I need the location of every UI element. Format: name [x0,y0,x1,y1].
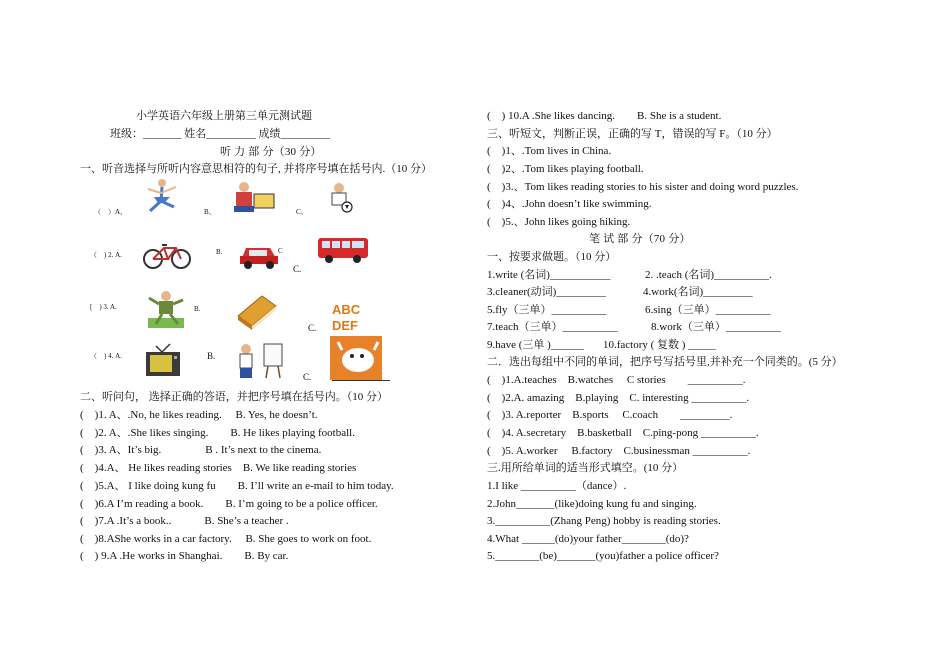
w3-item: 1.I like __________（dance）. [487,480,627,492]
w1-item: 9.have (三单 )______ [487,339,584,351]
w1-item: 8.work（三单）__________ [651,321,781,333]
q1-c-label: C、 [296,208,308,216]
w1-item: 2. .teach (名词)__________. [645,269,772,281]
listening-heading: 听 力 部 分（30 分） [220,146,322,158]
q3-label: [ ) 3. A. [90,303,117,311]
w1-item: 3.cleaner(动词)_________ [487,286,606,298]
writing-heading: 笔 试 部 分（70 分） [589,233,691,245]
q4-c-label: C. [303,372,312,382]
part3-item: ( )1、.Tom lives in China. [487,145,612,157]
dancer-picture [142,177,184,217]
bus-picture [317,236,369,264]
book-picture [234,292,280,330]
w2-item: ( )1.A.teaches B.watches C stories __________. [487,374,746,386]
w1-item: 4.work(名词)_________ [643,286,753,298]
student-info: 班级：_______ 姓名_________ 成绩_________ [110,128,330,140]
part1-heading: 一、听音选择与所听内容意思相符的句子, 并将序号填在括号内.（10 分） [80,163,432,175]
q3-b-label: B. [194,305,201,313]
w1-item: 5.fly（三单）__________ [487,304,607,316]
part2-heading: 二、听问句， 选择正确的答语，并把序号填在括号内。（10 分） [80,391,388,403]
part2-item: ( )6.A I’m reading a book. B. I’m going to be a police officer. [80,498,378,510]
w1-item: 1.write (名词)___________ [487,269,611,281]
w3-item: 3.__________(Zhang Peng) hobby is reading stories. [487,515,721,527]
q1-label: （ ）A、 [94,208,128,216]
part3-heading: 三、听短文，判断正误，正确的写 T，错误的写 F。（10 分） [487,128,778,140]
part2-item-10: ( ) 10.A .She likes dancing. B. She is a student. [487,110,722,122]
boy-football-picture [323,181,355,213]
q4-b-label: B. [207,351,216,361]
kung-fu-picture [146,288,186,330]
w1-item: 6.sing（三单）__________ [645,304,771,316]
car-picture [238,238,280,270]
w3-heading: 三.用所给单词的适当形式填空。(10 分） [487,462,684,474]
part3-item: ( )3.、Tom likes reading stories to his sister and doing word puzzles. [487,181,799,193]
w2-item: ( )2.A. amazing B.playing C. interesting __________. [487,392,750,404]
q3-c-label: C. [308,323,317,333]
part2-item: ( )1. A、.No, he likes reading. B. Yes, he doesn’t. [80,409,318,421]
part2-item: ( )3. A、It’s big. B . It’s next to the cinema. [80,444,322,456]
w2-heading: 二．选出每组中不同的单词，把序号写括号里,并补充一个同类的。(5 分） [487,356,843,368]
part3-item: ( )5.、John likes going hiking. [487,216,631,228]
abc-letters-picture [330,300,382,332]
q2-b-label: B. [216,248,223,256]
w3-item: 2.John_______(like)doing kung fu and singing. [487,498,697,510]
bicycle-picture [142,240,192,270]
dog-picture [330,336,382,380]
w3-item: 4.What ______(do)your father________(do)? [487,533,689,545]
part2-item: ( )7.A .It’s a book.. B. She’s a teacher . [80,515,289,527]
w3-item: 5.________(be)_______(you)father a police officer? [487,550,719,562]
underline [332,380,390,381]
exam-title: 小学英语六年级上册第三单元测试题 [136,110,312,122]
w2-item: ( )3. A.reporter B.sports C.coach _________. [487,409,733,421]
svg-text:ABC: ABC [332,302,361,317]
boy-drawing-picture [228,180,278,214]
painter-picture [232,340,286,380]
part3-item: ( )2、.Tom likes playing football. [487,163,644,175]
svg-text:DEF: DEF [332,318,358,332]
w1-item: 10.factory ( 复数 ) _____ [603,339,716,351]
part2-item: ( )2. A、.She likes singing. B. He likes playing football. [80,427,355,439]
q4-label: （ ) 4. A. [90,352,122,360]
part2-item: ( )5.A、 I like doing kung fu B. I’ll write an e-mail to him today. [80,480,394,492]
q1-b-label: B、 [204,208,216,216]
q2-label: （ ) 2. A. [90,251,122,259]
tv-picture [142,340,184,380]
w1-heading: 一、按要求做题。（10 分） [487,251,617,263]
q2-c-sub-label: C. [293,264,302,274]
w2-item: ( )5. A.worker B.factory C.businessman __________. [487,445,751,457]
part3-item: ( )4、.John doesn’t like swimming. [487,198,652,210]
part2-item: ( )8.AShe works in a car factory. B. She goes to work on foot. [80,533,372,545]
w1-item: 7.teach（三单）__________ [487,321,618,333]
w2-item: ( )4. A.secretary B.basketball C.ping-pong __________. [487,427,759,439]
q2-c-label: C [278,247,283,255]
part2-item: ( ) 9.A .He works in Shanghai. B. By car. [80,550,289,562]
part2-item: ( )4.A、 He likes reading stories B. We like reading stories [80,462,357,474]
